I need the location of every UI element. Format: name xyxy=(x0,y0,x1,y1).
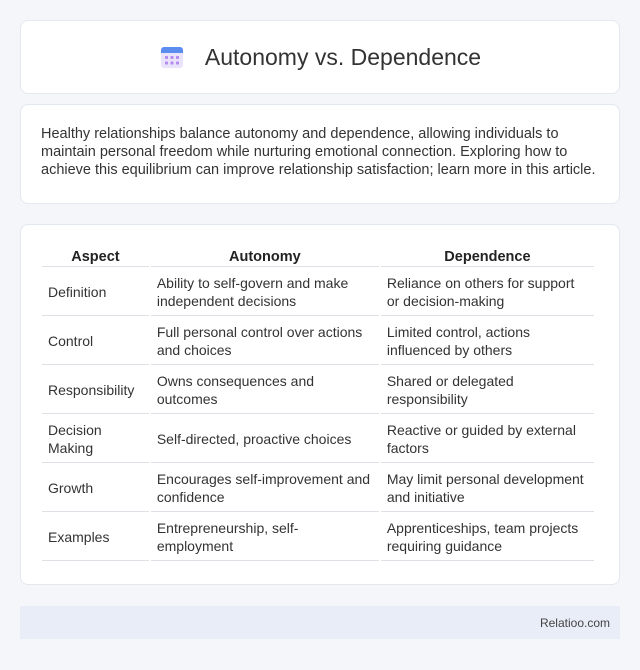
cell-dependence: Apprenticeships, team projects requiring guidance xyxy=(381,514,594,561)
intro-card xyxy=(20,104,620,204)
intro-text: Healthy relationships balance autonomy and dependence, allowing individuals to maintain personal freedom while nurturing emotional connection. Exploring how to achieve this equilibrium can improve relationship satisfaction; learn more in this article. xyxy=(41,126,596,178)
table-header-row xyxy=(42,245,594,267)
cell-aspect: Control xyxy=(42,318,149,365)
footer-brand: Relatioo.com xyxy=(539,615,610,630)
cell-autonomy: Entrepreneurship, self-employment xyxy=(151,514,379,561)
footer xyxy=(20,606,620,639)
calendar-icon xyxy=(159,44,185,70)
cell-aspect: Growth xyxy=(42,465,149,512)
table-row xyxy=(42,367,594,414)
comparison-table xyxy=(40,243,596,563)
cell-dependence: Reliance on others for support or decision-making xyxy=(381,269,594,316)
table-row xyxy=(42,465,594,512)
cell-autonomy: Self-directed, proactive choices xyxy=(151,416,379,463)
table-row xyxy=(42,514,594,561)
cell-aspect: Examples xyxy=(42,514,149,561)
cell-aspect: Decision Making xyxy=(42,416,149,463)
cell-autonomy: Full personal control over actions and choices xyxy=(151,318,379,365)
table-row xyxy=(42,416,594,463)
comparison-table-card xyxy=(20,224,620,585)
table-row xyxy=(42,269,594,316)
cell-autonomy: Ability to self-govern and make independent decisions xyxy=(151,269,379,316)
cell-aspect: Definition xyxy=(42,269,149,316)
column-header-aspect: Aspect xyxy=(42,245,149,267)
page-title: Autonomy vs. Dependence xyxy=(204,43,482,70)
column-header-dependence: Dependence xyxy=(381,245,594,267)
cell-dependence: Shared or delegated responsibility xyxy=(381,367,594,414)
table-row xyxy=(42,318,594,365)
cell-autonomy: Encourages self-improvement and confidence xyxy=(151,465,379,512)
cell-dependence: Reactive or guided by external factors xyxy=(381,416,594,463)
cell-dependence: Limited control, actions influenced by others xyxy=(381,318,594,365)
column-header-autonomy: Autonomy xyxy=(151,245,379,267)
cell-autonomy: Owns consequences and outcomes xyxy=(151,367,379,414)
cell-dependence: May limit personal development and initiative xyxy=(381,465,594,512)
cell-aspect: Responsibility xyxy=(42,367,149,414)
title-card xyxy=(20,20,620,94)
